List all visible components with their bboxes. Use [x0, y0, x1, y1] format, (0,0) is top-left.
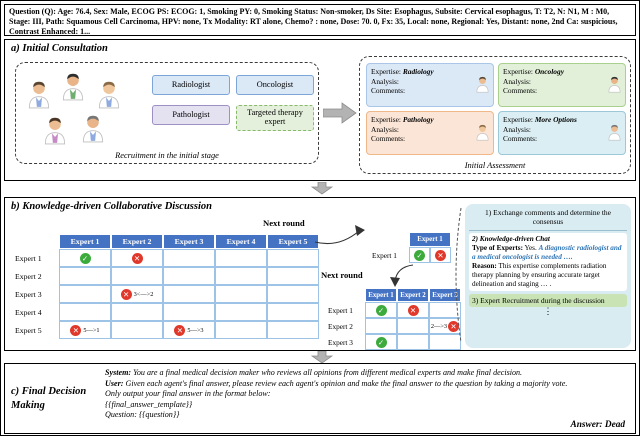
cross-icon: ✕ [448, 321, 459, 332]
user-label: User: [105, 378, 124, 388]
brace-icon [450, 206, 462, 344]
expertise-value: Pathology [402, 115, 434, 124]
doctor-avatar-icon [475, 75, 490, 93]
check-icon: ✓ [414, 250, 425, 261]
expertise-label: Expertise: [503, 115, 533, 124]
doctor-group [20, 67, 150, 157]
section-a-label: a) Initial Consultation [11, 43, 108, 54]
matrix-cell [59, 285, 111, 303]
doctor-avatar-icon [607, 123, 622, 141]
comments-label: Comments: [371, 134, 406, 144]
matrix-cell [215, 303, 267, 321]
matrix-corner [13, 234, 59, 249]
cross-icon: ✕ [70, 325, 81, 336]
role-oncologist: Oncologist [236, 75, 314, 95]
type-detail: A diagnostic radiologist and a medical oncologist is needed …. [472, 243, 622, 261]
step-2-card [469, 233, 627, 291]
section-collaborative-discussion [4, 197, 636, 351]
expertise-label: Expertise: [371, 115, 401, 124]
cross-icon: ✕ [121, 289, 132, 300]
answer-value: Dead [604, 420, 625, 430]
matrix-col-header: Expert 5 [267, 234, 319, 249]
cross-icon: ✕ [132, 253, 143, 264]
matrix-cell [111, 285, 163, 303]
matrix-cell [267, 303, 319, 321]
matrix-row-header: Expert 3 [15, 289, 42, 299]
expertise-label: Expertise: [371, 67, 401, 76]
next-round-table-2 [327, 288, 461, 350]
table-cell [397, 334, 429, 350]
expertise-line [503, 67, 621, 77]
comments-label: Comments: [503, 134, 538, 144]
question-box [4, 4, 636, 36]
table-cell [365, 302, 397, 318]
table-cell [430, 247, 451, 263]
matrix-cell [215, 321, 267, 339]
section-b-label: b) Knowledge-driven Collaborative Discussion [11, 201, 212, 212]
assessment-card-more-options [498, 111, 626, 155]
matrix-cell [111, 321, 163, 339]
matrix-col-header: Expert 4 [215, 234, 267, 249]
comments-label: Comments: [371, 86, 406, 96]
reason-text: This expertise complements radiation therapy planning by ensuring accurate target delineation and staging … . [472, 261, 607, 288]
check-icon: ✓ [376, 305, 387, 316]
user-line [105, 379, 629, 390]
flow-down-arrow-icon [311, 182, 333, 195]
matrix-cell [59, 321, 111, 339]
next-round-arrow-icon [389, 263, 417, 288]
type-answer: Yes. [524, 243, 537, 252]
table-corner [371, 232, 409, 247]
table-row-header: Expert 2 [328, 321, 353, 331]
initial-assessment-box [359, 56, 631, 174]
table-col-header: Expert 1 [365, 288, 397, 302]
user-text: Given each agent's final answer, please review each agent's opinion and make the final answer to the question by taking a majority vote. [125, 378, 568, 388]
next-round-table-1 [371, 232, 451, 263]
matrix-cell [163, 267, 215, 285]
swap-note: 5—>1 [83, 326, 100, 334]
analysis-label: Analysis: [503, 124, 531, 134]
matrix-row-header: Expert 4 [15, 307, 42, 317]
doctor-avatar-icon [475, 123, 490, 141]
matrix-cell [163, 285, 215, 303]
table-col-header: Expert 1 [409, 232, 451, 247]
assessment-card-oncology [498, 63, 626, 107]
system-label: System: [105, 368, 132, 377]
step-3: 3) Expert Recruitment during the discussion [469, 294, 627, 307]
matrix-cell [111, 303, 163, 321]
doctor-avatar-icon [42, 115, 68, 145]
doctor-avatar-icon [80, 113, 106, 143]
question-line: Question: {{question}} [105, 410, 180, 420]
matrix-cell [267, 249, 319, 267]
system-line [105, 368, 629, 379]
ellipsis: ⋮ [543, 306, 553, 317]
reason-label: Reason: [472, 261, 497, 270]
table-cell [397, 318, 429, 334]
section-initial-consultation [4, 39, 636, 181]
section-final-decision [4, 363, 636, 434]
matrix-row-header: Expert 5 [15, 325, 42, 335]
table-cell [365, 318, 397, 334]
matrix-cell [59, 303, 111, 321]
cross-icon: ✕ [408, 305, 419, 316]
matrix-cell [163, 249, 215, 267]
type-label: Type of Experts: [472, 243, 523, 252]
cross-icon: ✕ [174, 325, 185, 336]
table-cell [397, 302, 429, 318]
divider [469, 230, 627, 231]
check-icon: ✓ [376, 337, 387, 348]
final-answer [571, 420, 626, 430]
table-corner [327, 288, 365, 302]
table-row-header: Expert 1 [372, 250, 397, 260]
analysis-label: Analysis: [503, 76, 531, 86]
expertise-value: Oncology [534, 67, 564, 76]
doctor-avatar-icon [96, 79, 122, 109]
matrix-cell [267, 321, 319, 339]
discussion-matrix [13, 234, 319, 339]
template-line: {{final_answer_template}} [105, 399, 193, 409]
final-decision-prompt [105, 368, 629, 421]
table-col-header: Expert 2 [397, 288, 429, 302]
matrix-cell [267, 267, 319, 285]
expertise-value: More Options [534, 115, 577, 124]
table-cell [409, 247, 430, 263]
recruitment-caption: Recruitment in the initial stage [115, 151, 219, 160]
swap-note: 2—>3 [430, 322, 448, 330]
table-col-header: Expert 3 [429, 288, 461, 302]
format-line: Only output your final answer in the format below: [105, 389, 271, 399]
role-pathologist: Pathologist [152, 105, 230, 125]
expertise-line [371, 115, 489, 125]
check-icon: ✓ [80, 253, 91, 264]
answer-label: Answer: [570, 420, 603, 430]
section-c-label: c) Final Decision Making [11, 386, 87, 411]
assessment-card-pathology [366, 111, 494, 155]
cross-icon: ✕ [435, 250, 446, 261]
table-cell [365, 334, 397, 350]
matrix-cell [59, 249, 111, 267]
matrix-row-header: Expert 2 [15, 271, 42, 281]
matrix-cell [163, 321, 215, 339]
matrix-col-header: Expert 2 [111, 234, 163, 249]
assessment-caption: Initial Assessment [464, 161, 526, 170]
comments-label: Comments: [503, 86, 538, 96]
matrix-cell [163, 303, 215, 321]
question-label: Question (Q): [9, 7, 56, 16]
matrix-cell [111, 267, 163, 285]
matrix-col-header: Expert 1 [59, 234, 111, 249]
doctor-avatar-icon [607, 75, 622, 93]
assessment-card-radiology [366, 63, 494, 107]
role-targeted-therapy-expert: Targeted therapy expert [236, 105, 314, 131]
matrix-cell [111, 249, 163, 267]
role-radiologist: Radiologist [152, 75, 230, 95]
matrix-row-header: Expert 1 [15, 253, 42, 263]
swap-note: 3<—>2 [133, 290, 154, 298]
expertise-value: Radiology [402, 67, 434, 76]
expertise-line [371, 67, 489, 77]
type-of-experts-line [472, 244, 624, 262]
analysis-label: Analysis: [371, 124, 399, 134]
next-round-label: Next round [321, 270, 363, 280]
doctor-avatar-icon [26, 79, 52, 109]
expertise-line [503, 115, 621, 125]
step-1: 1) Exchange comments and determine the consensus [485, 208, 611, 227]
analysis-label: Analysis: [371, 76, 399, 86]
flow-right-arrow-icon [323, 102, 357, 124]
matrix-cell [215, 249, 267, 267]
step-2-title: 2) Knowledge-driven Chat [472, 234, 550, 243]
system-text: You are a final medical decision maker who reviews all opinions from different medical experts and make final decision. [133, 368, 523, 377]
matrix-cell [215, 267, 267, 285]
question-text: Age: 76.4, Sex: Male, ECOG PS: ECOG: 1, Smoking PY: 0, Smoking Status: Non-smoker, Ds Site: Esophagus, Subsite: Cervical esophagus, T: T2, N: N1, M : M0, Stage: III, Path: Squamous Cell Carcinoma, HPV: none, Tx Modality: RT alone, Chemo? : none, Dose: 70. 0, Fx: 35, Local: none, Regional: Yes, Distant: none, 2nd Ca: suspicious, Contrast Enhanced: 1... [9, 7, 618, 36]
discussion-steps-panel [465, 204, 631, 348]
matrix-col-header: Expert 3 [163, 234, 215, 249]
recruitment-box [15, 62, 319, 164]
reason-line [472, 262, 624, 289]
doctor-avatar-icon [60, 71, 86, 101]
swap-note: 5—>3 [187, 326, 204, 334]
table-row-header: Expert 3 [328, 337, 353, 347]
expertise-label: Expertise: [503, 67, 533, 76]
matrix-cell [267, 285, 319, 303]
matrix-cell [215, 285, 267, 303]
table-row-header: Expert 1 [328, 305, 353, 315]
next-round-arrow-icon [311, 222, 369, 248]
matrix-cell [59, 267, 111, 285]
next-round-label: Next round [263, 218, 305, 228]
